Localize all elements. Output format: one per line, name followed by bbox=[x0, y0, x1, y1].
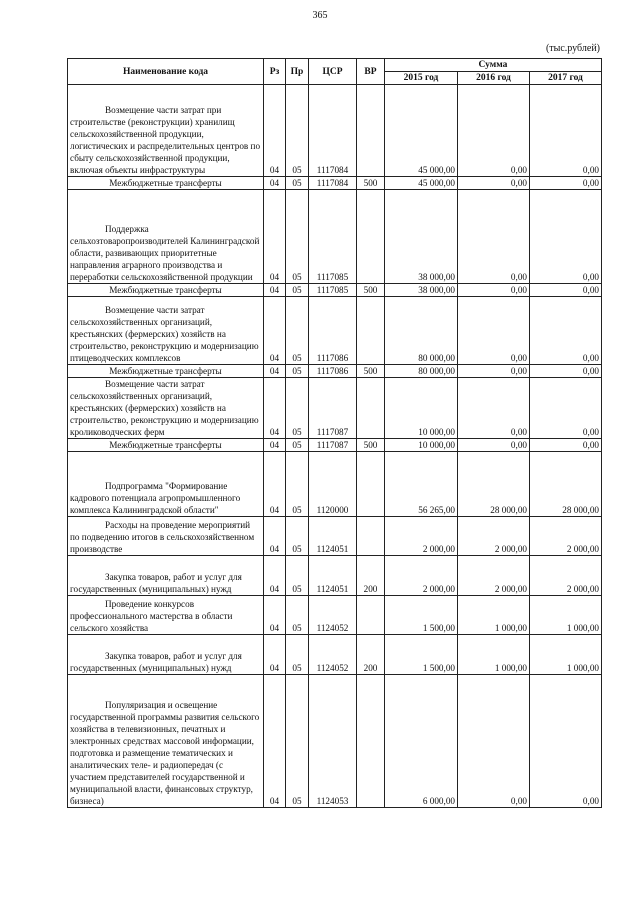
row-csr: 1124051 bbox=[309, 556, 357, 596]
page-number: 365 bbox=[312, 10, 328, 21]
row-vr bbox=[357, 85, 385, 177]
row-pr: 05 bbox=[286, 452, 309, 517]
row-name-cell bbox=[68, 297, 264, 365]
table-row bbox=[68, 297, 602, 365]
table-row bbox=[68, 284, 602, 297]
table-row bbox=[68, 190, 602, 284]
table-row bbox=[68, 517, 602, 556]
row-sum-2017: 0,00 bbox=[530, 297, 602, 365]
units-label: (тыс.рублей) bbox=[545, 43, 600, 54]
row-sum-2017: 28 000,00 bbox=[530, 452, 602, 517]
row-sum-2015: 1 500,00 bbox=[385, 635, 458, 675]
row-pr: 05 bbox=[286, 517, 309, 556]
row-sum-2016: 0,00 bbox=[458, 378, 530, 439]
row-csr: 1124052 bbox=[309, 596, 357, 635]
row-vr: 500 bbox=[357, 439, 385, 452]
row-name-cell bbox=[68, 190, 264, 284]
row-rz: 04 bbox=[264, 635, 286, 675]
row-name: Межбюджетные трансферты bbox=[109, 178, 222, 188]
row-sum-2015: 2 000,00 bbox=[385, 517, 458, 556]
row-csr: 1117087 bbox=[309, 439, 357, 452]
row-sum-2015: 80 000,00 bbox=[385, 297, 458, 365]
row-sum-2017: 0,00 bbox=[530, 675, 602, 808]
row-pr: 05 bbox=[286, 297, 309, 365]
row-name-cell bbox=[68, 596, 264, 635]
row-vr: 200 bbox=[357, 556, 385, 596]
row-vr bbox=[357, 675, 385, 808]
row-sum-2017: 0,00 bbox=[530, 85, 602, 177]
row-pr: 05 bbox=[286, 284, 309, 297]
header-name: Наименование кода bbox=[68, 59, 264, 85]
row-csr: 1117086 bbox=[309, 365, 357, 378]
table-row bbox=[68, 556, 602, 596]
row-sum-2016: 1 000,00 bbox=[458, 596, 530, 635]
row-csr: 1117085 bbox=[309, 284, 357, 297]
row-sum-2015: 38 000,00 bbox=[385, 284, 458, 297]
row-rz: 04 bbox=[264, 365, 286, 378]
row-name: Поддержка сельхозтоваропроизводителей Калининградской области, развивающих приоритетные направления аграрного производства и переработки сельскохозяйственной продукции bbox=[70, 224, 260, 282]
row-sum-2015: 45 000,00 bbox=[385, 177, 458, 190]
row-sum-2016: 2 000,00 bbox=[458, 556, 530, 596]
budget-table bbox=[67, 58, 602, 808]
row-vr bbox=[357, 452, 385, 517]
row-name-cell bbox=[68, 556, 264, 596]
row-sum-2015: 80 000,00 bbox=[385, 365, 458, 378]
row-csr: 1124052 bbox=[309, 635, 357, 675]
header-vr: ВР bbox=[357, 59, 385, 85]
row-sum-2016: 0,00 bbox=[458, 284, 530, 297]
row-name-cell bbox=[68, 635, 264, 675]
row-rz: 04 bbox=[264, 439, 286, 452]
row-name: Межбюджетные трансферты bbox=[109, 440, 222, 450]
row-rz: 04 bbox=[264, 556, 286, 596]
row-vr bbox=[357, 190, 385, 284]
row-name: Межбюджетные трансферты bbox=[109, 366, 222, 376]
row-rz: 04 bbox=[264, 177, 286, 190]
row-rz: 04 bbox=[264, 452, 286, 517]
table-row bbox=[68, 378, 602, 439]
row-name-cell bbox=[68, 675, 264, 808]
row-sum-2016: 0,00 bbox=[458, 190, 530, 284]
row-csr: 1117084 bbox=[309, 177, 357, 190]
row-pr: 05 bbox=[286, 378, 309, 439]
row-sum-2017: 1 000,00 bbox=[530, 635, 602, 675]
row-vr: 500 bbox=[357, 365, 385, 378]
row-sum-2017: 0,00 bbox=[530, 284, 602, 297]
row-vr bbox=[357, 297, 385, 365]
row-sum-2015: 10 000,00 bbox=[385, 378, 458, 439]
table-body bbox=[68, 85, 602, 808]
row-name-cell bbox=[68, 365, 264, 378]
row-sum-2016: 0,00 bbox=[458, 365, 530, 378]
row-sum-2016: 0,00 bbox=[458, 85, 530, 177]
row-sum-2016: 2 000,00 bbox=[458, 517, 530, 556]
row-name: Закупка товаров, работ и услуг для государственных (муниципальных) нужд bbox=[70, 572, 242, 594]
row-vr: 500 bbox=[357, 284, 385, 297]
row-csr: 1124051 bbox=[309, 517, 357, 556]
row-rz: 04 bbox=[264, 517, 286, 556]
row-sum-2015: 6 000,00 bbox=[385, 675, 458, 808]
row-vr bbox=[357, 596, 385, 635]
row-rz: 04 bbox=[264, 85, 286, 177]
row-sum-2017: 0,00 bbox=[530, 190, 602, 284]
header-pr: Пр bbox=[286, 59, 309, 85]
row-sum-2017: 2 000,00 bbox=[530, 517, 602, 556]
row-sum-2016: 0,00 bbox=[458, 675, 530, 808]
row-pr: 05 bbox=[286, 675, 309, 808]
row-rz: 04 bbox=[264, 675, 286, 808]
header-csr: ЦСР bbox=[309, 59, 357, 85]
row-name-cell bbox=[68, 177, 264, 190]
table-row bbox=[68, 635, 602, 675]
row-pr: 05 bbox=[286, 635, 309, 675]
row-rz: 04 bbox=[264, 297, 286, 365]
row-name-cell bbox=[68, 284, 264, 297]
row-name: Закупка товаров, работ и услуг для государственных (муниципальных) нужд bbox=[70, 651, 242, 673]
row-sum-2016: 0,00 bbox=[458, 439, 530, 452]
row-name: Подпрограмма "Формирование кадрового потенциала агропромышленного комплекса Калининградской области" bbox=[70, 481, 241, 515]
row-vr: 500 bbox=[357, 177, 385, 190]
row-csr: 1117087 bbox=[309, 378, 357, 439]
row-name: Проведение конкурсов профессионального мастерства в области сельского хозяйства bbox=[70, 599, 233, 633]
header-rz: Рз bbox=[264, 59, 286, 85]
table-row bbox=[68, 85, 602, 177]
row-name: Популяризация и освещение государственной программы развития сельского хозяйства в телевизионных, печатных и электронных средствах массовой информации, подготовка и размещение тематических и аналитических теле- и радиопередач (с участием представителей государственной и муниципальной власти, финансовых структур, бизнеса) bbox=[70, 700, 260, 806]
row-name: Межбюджетные трансферты bbox=[109, 285, 222, 295]
table-row bbox=[68, 596, 602, 635]
row-sum-2015: 10 000,00 bbox=[385, 439, 458, 452]
row-name: Возмещение части затрат сельскохозяйственных организаций, крестьянских (фермерских) хозяйств на строительство, реконструкцию и модернизацию птицеводческих комплексов bbox=[70, 305, 259, 363]
row-name-cell bbox=[68, 517, 264, 556]
row-vr bbox=[357, 517, 385, 556]
row-csr: 1117085 bbox=[309, 190, 357, 284]
row-pr: 05 bbox=[286, 85, 309, 177]
row-pr: 05 bbox=[286, 439, 309, 452]
row-csr: 1117086 bbox=[309, 297, 357, 365]
row-vr: 200 bbox=[357, 635, 385, 675]
row-sum-2015: 56 265,00 bbox=[385, 452, 458, 517]
header-2015: 2015 год bbox=[385, 72, 458, 85]
table-row bbox=[68, 675, 602, 808]
row-pr: 05 bbox=[286, 556, 309, 596]
row-name: Расходы на проведение мероприятий по подведению итогов в сельскохозяйственном производстве bbox=[70, 520, 255, 554]
table-row bbox=[68, 452, 602, 517]
row-sum-2016: 28 000,00 bbox=[458, 452, 530, 517]
row-name-cell bbox=[68, 439, 264, 452]
row-vr bbox=[357, 378, 385, 439]
row-sum-2017: 0,00 bbox=[530, 439, 602, 452]
row-pr: 05 bbox=[286, 177, 309, 190]
row-name: Возмещение части затрат при строительстве (реконструкции) хранилищ сельскохозяйственной продукции, логистических и распределительных центров по сбыту сельскохозяйственной продукции, включая объекты инфраструктуры bbox=[70, 105, 261, 175]
row-csr: 1120000 bbox=[309, 452, 357, 517]
table-row bbox=[68, 439, 602, 452]
row-sum-2016: 0,00 bbox=[458, 177, 530, 190]
row-sum-2017: 0,00 bbox=[530, 378, 602, 439]
row-name-cell bbox=[68, 85, 264, 177]
row-rz: 04 bbox=[264, 596, 286, 635]
row-csr: 1117084 bbox=[309, 85, 357, 177]
row-sum-2015: 38 000,00 bbox=[385, 190, 458, 284]
row-pr: 05 bbox=[286, 596, 309, 635]
row-pr: 05 bbox=[286, 365, 309, 378]
row-sum-2016: 1 000,00 bbox=[458, 635, 530, 675]
row-name-cell bbox=[68, 378, 264, 439]
row-sum-2017: 0,00 bbox=[530, 177, 602, 190]
row-rz: 04 bbox=[264, 284, 286, 297]
row-sum-2017: 1 000,00 bbox=[530, 596, 602, 635]
row-rz: 04 bbox=[264, 190, 286, 284]
table-row bbox=[68, 177, 602, 190]
row-sum-2015: 2 000,00 bbox=[385, 556, 458, 596]
row-name: Возмещение части затрат сельскохозяйственных организаций, крестьянских (фермерских) хозяйств на строительство, реконструкцию и модернизацию кролиководческих ферм bbox=[70, 379, 259, 437]
row-name-cell bbox=[68, 452, 264, 517]
row-csr: 1124053 bbox=[309, 675, 357, 808]
header-sum: Сумма bbox=[385, 59, 602, 72]
row-sum-2016: 0,00 bbox=[458, 297, 530, 365]
row-pr: 05 bbox=[286, 190, 309, 284]
row-sum-2015: 45 000,00 bbox=[385, 85, 458, 177]
row-sum-2017: 2 000,00 bbox=[530, 556, 602, 596]
table-row bbox=[68, 365, 602, 378]
row-sum-2017: 0,00 bbox=[530, 365, 602, 378]
header-2016: 2016 год bbox=[458, 72, 530, 85]
row-sum-2015: 1 500,00 bbox=[385, 596, 458, 635]
header-2017: 2017 год bbox=[530, 72, 602, 85]
row-rz: 04 bbox=[264, 378, 286, 439]
